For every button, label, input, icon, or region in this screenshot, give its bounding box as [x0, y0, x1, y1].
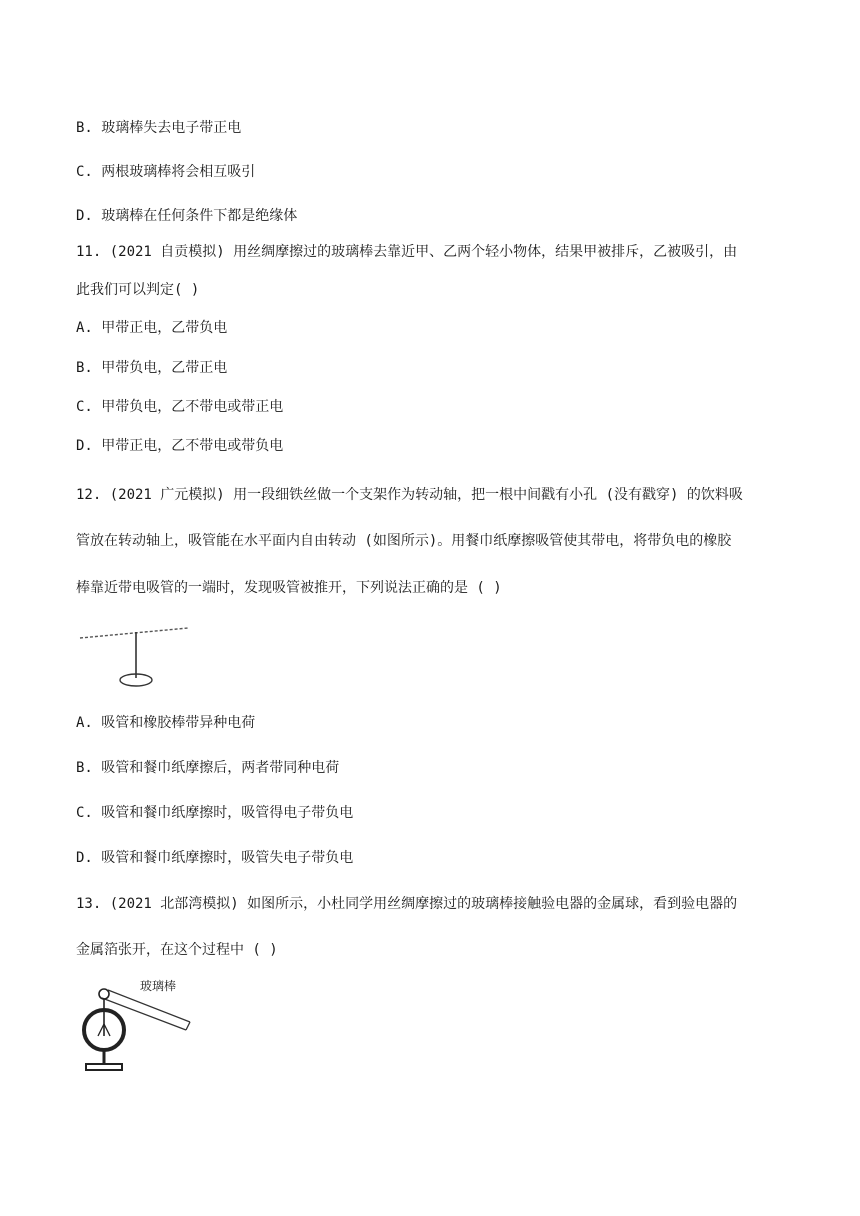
q11-stem-line1: 11. (2021 自贡模拟) 用丝绸摩擦过的玻璃棒去靠近甲、乙两个轻小物体，结果甲被排斥，乙被吸引，由 — [76, 244, 738, 260]
q12-option-c: C. 吸管和餐巾纸摩擦时，吸管得电子带负电 — [76, 805, 354, 821]
q10-option-b: B. 玻璃棒失去电子带正电 — [76, 120, 242, 136]
q12-stem-line3: 棒靠近带电吸管的一端时，发现吸管被推开，下列说法正确的是 ( ) — [76, 580, 502, 596]
q12-option-d: D. 吸管和餐巾纸摩擦时，吸管失电子带负电 — [76, 850, 354, 866]
q12-option-b: B. 吸管和餐巾纸摩擦后，两者带同种电荷 — [76, 760, 340, 776]
q12-stem-line1: 12. (2021 广元模拟) 用一段细铁丝做一个支架作为转动轴，把一根中间戳有小孔 (没有戳穿) 的饮料吸 — [76, 487, 743, 503]
q10-option-c: C. 两根玻璃棒将会相互吸引 — [76, 164, 256, 180]
q11-option-b: B. 甲带负电，乙带正电 — [76, 360, 228, 376]
q12-option-a: A. 吸管和橡胶棒带异种电荷 — [76, 715, 256, 731]
q13-stem-line1: 13. (2021 北部湾模拟) 如图所示，小杜同学用丝绸摩擦过的玻璃棒接触验电器的金属球，看到验电器的 — [76, 896, 738, 912]
electroscope-figure — [78, 978, 198, 1078]
q11-option-a: A. 甲带正电，乙带负电 — [76, 320, 228, 336]
straw-stand-figure — [74, 624, 194, 694]
q11-stem-line2: 此我们可以判定( ) — [76, 282, 200, 298]
q10-option-d: D. 玻璃棒在任何条件下都是绝缘体 — [76, 208, 298, 224]
glass-rod-label: 玻璃棒 — [140, 979, 177, 993]
q12-stem-line2: 管放在转动轴上，吸管能在水平面内自由转动 (如图所示)。用餐巾纸摩擦吸管使其带电，将带负电的橡胶 — [76, 533, 732, 549]
q11-option-d: D. 甲带正电，乙不带电或带负电 — [76, 438, 284, 454]
q11-option-c: C. 甲带负电，乙不带电或带正电 — [76, 399, 284, 415]
q13-stem-line2: 金属箔张开，在这个过程中 ( ) — [76, 942, 278, 958]
